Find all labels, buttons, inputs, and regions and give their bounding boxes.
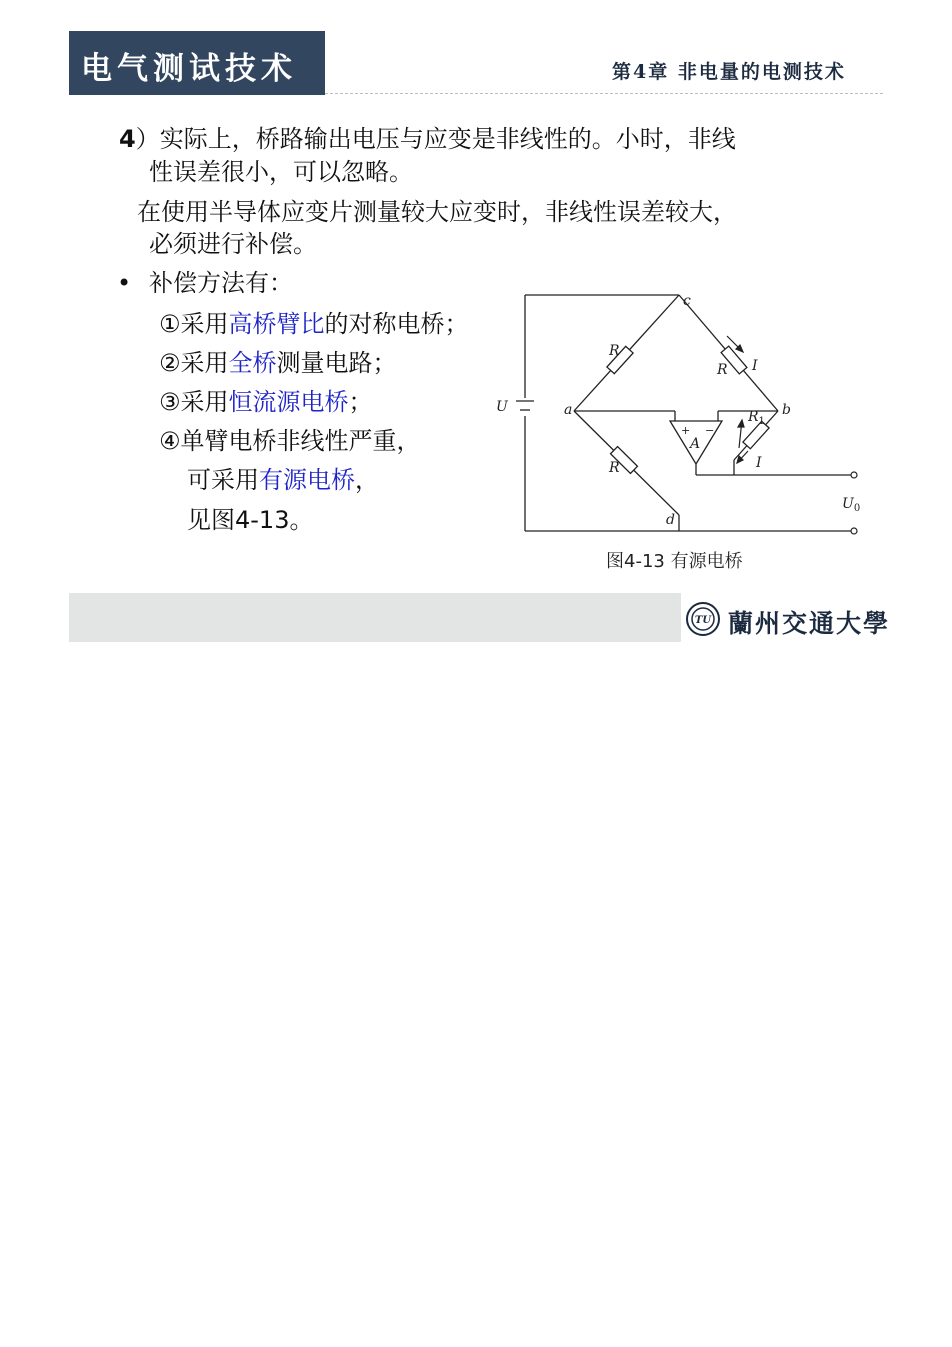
node-a-label: a (564, 402, 573, 418)
course-title-banner (69, 31, 325, 95)
method-1 (159, 309, 469, 339)
method-4-suffix: ， (355, 466, 379, 494)
current-top-label: I (752, 358, 758, 374)
resistor-top-right-label: R (717, 362, 728, 378)
output-u0-label (842, 496, 860, 514)
node-c-label: c (683, 293, 691, 309)
method-3-prefix: ③采用 (159, 388, 229, 416)
footer-band (69, 593, 681, 642)
u0-main: U (842, 496, 854, 512)
method-2 (159, 348, 397, 378)
university-seal-icon (686, 602, 720, 636)
node-d-label: d (666, 512, 675, 528)
bullet-dot: • (117, 269, 132, 297)
method-2-highlight: 全桥 (228, 349, 277, 377)
method-4-line3: 见图4-13。 (187, 506, 314, 534)
amp-minus-label: − (705, 424, 715, 437)
item4-line2: 性误差很小，可以忽略。 (149, 158, 413, 186)
method-4-highlight: 有源电桥 (259, 466, 355, 494)
resistor-r1-label (747, 409, 765, 427)
method-3-highlight: 恒流源电桥 (228, 388, 349, 416)
method-2-prefix: ②采用 (159, 349, 229, 377)
method-1-prefix: ①采用 (159, 310, 229, 338)
item4-line1 (119, 124, 736, 154)
method-4-line1: ④单臂电桥非线性严重， (159, 427, 421, 455)
university-name: 蘭州交通大學 (728, 609, 891, 638)
node-b-label: b (782, 402, 791, 418)
amplifier-label: A (690, 436, 701, 452)
r1-subscript: 1 (758, 416, 765, 427)
method-1-highlight: 高桥臂比 (228, 310, 325, 338)
paragraph-line2: 必须进行补偿。 (149, 230, 317, 258)
current-bottom-label: I (756, 455, 762, 471)
header-divider (325, 93, 883, 94)
method-1-suffix: 的对称电桥； (324, 310, 469, 338)
source-u-label: U (496, 399, 508, 415)
item4-text: ）实际上，桥路输出电压与应变是非线性的。小时，非线 (135, 125, 736, 153)
method-2-suffix: 测量电路； (276, 349, 397, 377)
paragraph-line1: 在使用半导体应变片测量较大应变时，非线性误差较大， (137, 198, 737, 226)
item4-number: 4 (119, 125, 136, 153)
method-4-line2 (187, 465, 379, 495)
resistor-top-left-label: R (609, 343, 620, 359)
chapter-title: 第4章 非电量的电测技术 (612, 61, 846, 83)
method-3-suffix: ； (348, 388, 373, 416)
methods-title: 补偿方法有： (149, 269, 293, 297)
r1-main: R (748, 409, 759, 425)
amp-plus-label: + (681, 424, 691, 437)
seal-text: TU (694, 615, 712, 626)
course-title: 电气测试技术 (81, 51, 297, 87)
resistor-bottom-label: R (609, 460, 620, 476)
method-4-prefix: 可采用 (187, 466, 259, 494)
u0-subscript: 0 (853, 503, 861, 514)
method-3 (159, 387, 373, 417)
active-bridge-circuit-diagram (490, 288, 870, 540)
figure-caption: 图4-13 有源电桥 (606, 551, 743, 572)
